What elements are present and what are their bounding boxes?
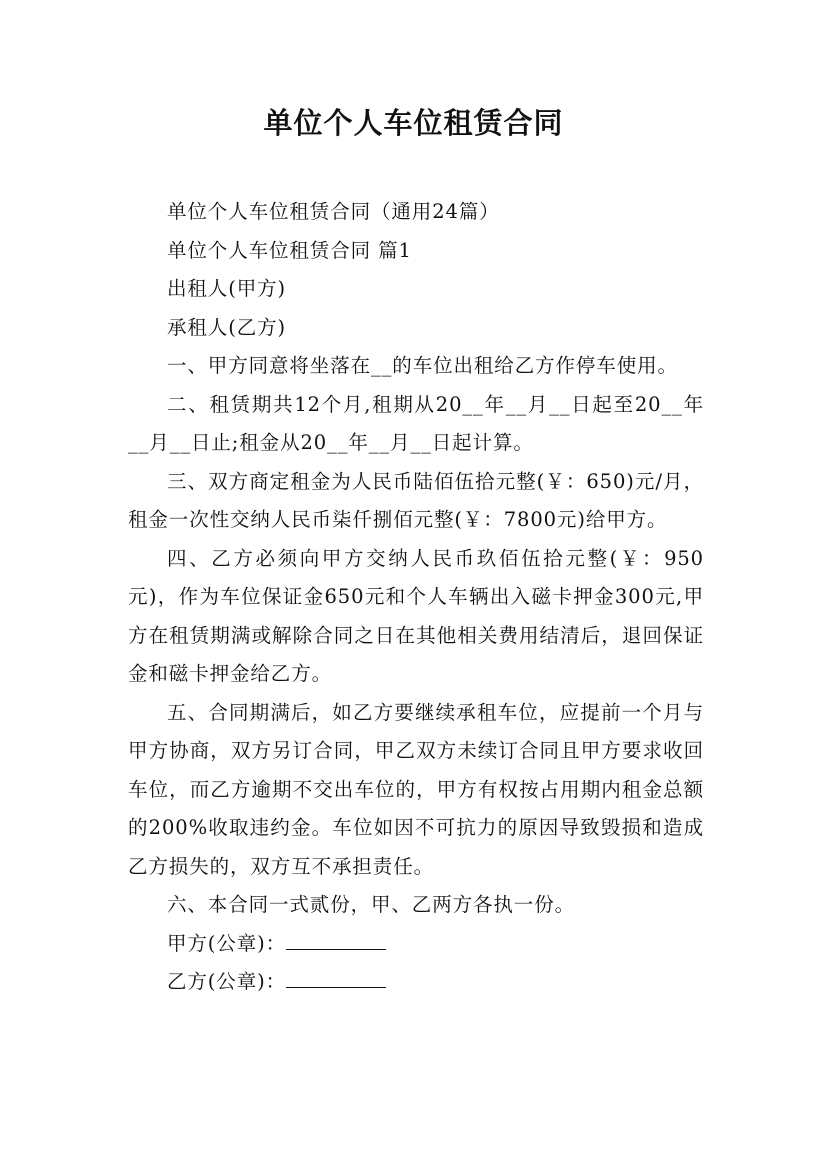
paragraph-subtitle: 单位个人车位租赁合同（通用24篇）	[167, 200, 500, 223]
paragraph-clause-2: 二、租赁期共12个月,租期从20__年__月__日起至20__年__月__日止;租金从20__年__月__日起计算。	[128, 392, 704, 454]
document-title: 单位个人车位租赁合同	[263, 106, 564, 140]
signature-blank-party-b	[286, 969, 386, 988]
paragraph-clause-4: 四、乙方必须向甲方交纳人民币玖佰伍拾元整(￥：950元)，作为车位保证金650元和个人车辆出入磁卡押金300元,甲方在租赁期满或解除合同之日在其他相关费用结清后，退回保证金和磁卡押金给乙方。	[128, 546, 704, 685]
signature-label-party-a: 甲方(公章)：	[167, 931, 287, 955]
paragraph-clause-3: 三、双方商定租金为人民币陆佰伍拾元整(￥：650)元/月，租金一次性交纳人民币柒仟捌佰元整(￥：7800元)给甲方。	[128, 469, 704, 531]
paragraph-clause-1: 一、甲方同意将坐落在__的车位出租给乙方作停车使用。	[167, 354, 678, 377]
signature-line-party-b	[128, 963, 704, 1002]
paragraph-clause-6: 六、本合同一式贰份，甲、乙两方各执一份。	[167, 893, 576, 916]
document-body	[128, 193, 704, 1002]
signature-label-party-b: 乙方(公章)：	[167, 970, 287, 993]
paragraph-clause-5: 五、合同期满后，如乙方要继续承租车位，应提前一个月与甲方协商，双方另订合同，甲乙双方未续订合同且甲方要求收回车位，而乙方逾期不交出车位的，甲方有权按占用期内租金总额的200%收取违约金。车位如因不可抗力的原因导致毁损和造成乙方损失的，双方互不承担责任。	[128, 700, 704, 878]
signature-blank-party-a	[286, 931, 386, 950]
paragraph-section-heading: 单位个人车位租赁合同 篇1	[167, 238, 412, 262]
signature-line-party-a	[128, 925, 704, 964]
paragraph-lessor: 出租人(甲方)	[167, 277, 287, 300]
paragraph-lessee: 承租人(乙方)	[167, 315, 287, 339]
